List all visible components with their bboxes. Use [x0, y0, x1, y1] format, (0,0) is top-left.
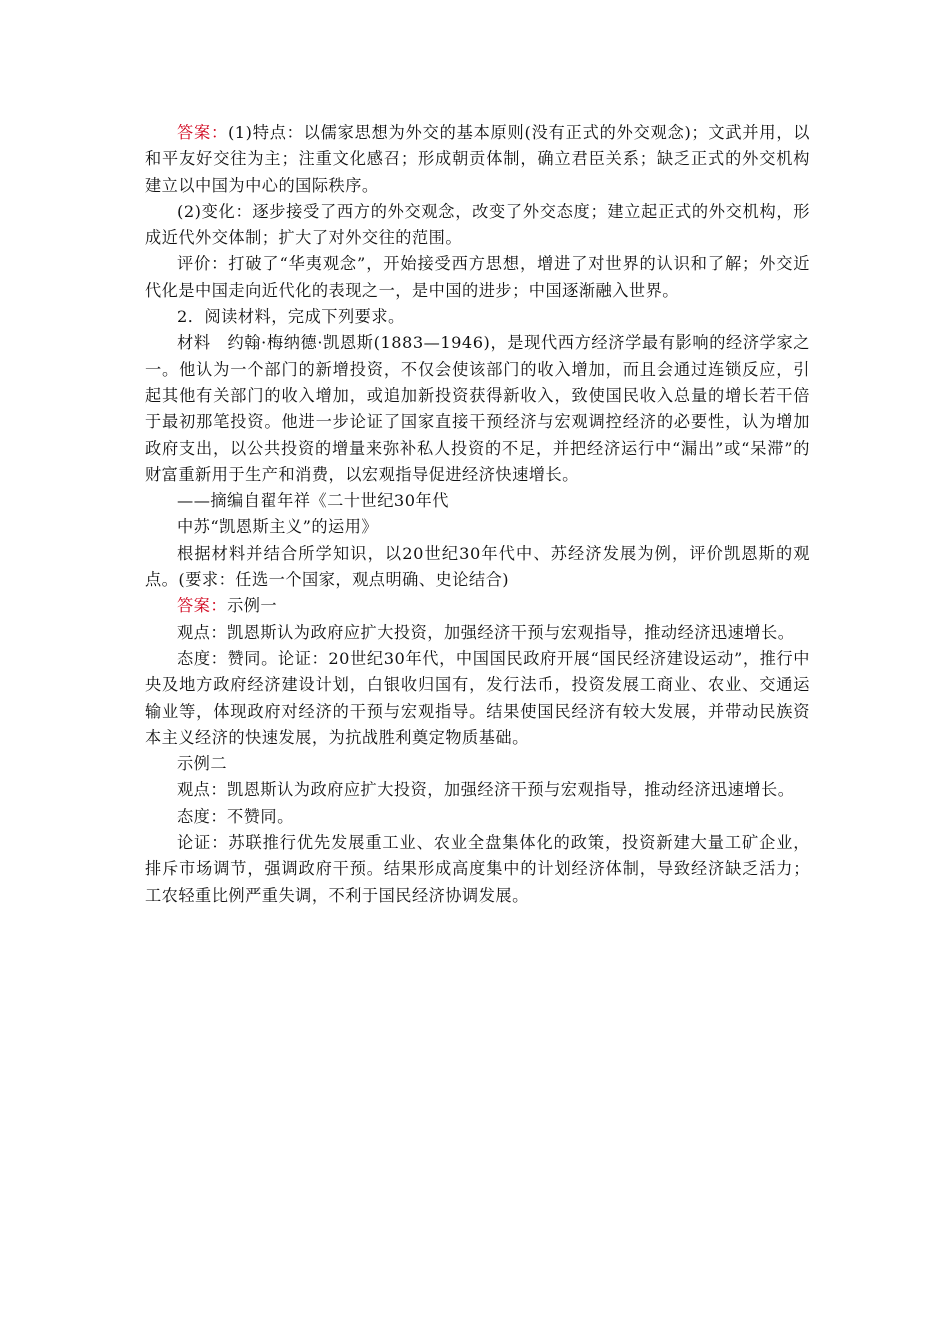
- example1-view: 观点：凯恩斯认为政府应扩大投资，加强经济干预与宏观指导，推动经济迅速增长。: [177, 622, 795, 642]
- q2-prompt: 2．阅读材料，完成下列要求。: [177, 307, 405, 327]
- answer-label: 答案：: [177, 596, 228, 616]
- example2-label: 示例二: [177, 754, 228, 774]
- q2-answer-example1-label: [145, 593, 810, 619]
- q2-source-line1: ——摘编自翟年祥《二十世纪30年代: [177, 491, 449, 511]
- answer-label: 答案：: [177, 123, 228, 142]
- example1-label: 示例一: [227, 596, 278, 616]
- q2-question: 根据材料并结合所学知识，以20世纪30年代中、苏经济发展为例，评价凯恩斯的观点。(要求：任选一个国家，观点明确、史论结合): [145, 543, 810, 590]
- q1-part1-text: (1)特点：以儒家思想为外交的基本原则(没有正式的外交观念)；文武并用，以和平友好交往为主；注重文化感召；形成朝贡体制，确立君臣关系；缺乏正式的外交机构建立以中国为中心的国际秩序。: [145, 123, 810, 195]
- q2-material: 材料 约翰·梅纳德·凯恩斯(1883—1946)，是现代西方经济学最有影响的经济学家之一。他认为一个部门的新增投资，不仅会使该部门的收入增加，而且会通过连锁反应，引起其他有关部门的收入增加，或追加新投资获得新收入，致使国民收入总量的增长若干倍于最初那笔投资。他进一步论证了国家直接干预经济与宏观调控经济的必要性，认为增加政府支出，以公共投资的增量来弥补私人投资的不足，并把经济运行中“漏出”或“呆滞”的财富重新用于生产和消费，以宏观指导促进经济快速增长。: [145, 333, 810, 484]
- example1-argument: 态度：赞同。论证：20世纪30年代，中国国民政府开展“国民经济建设运动”，推行中央及地方政府经济建设计划，白银收归国有，发行法币，投资发展工商业、农业、交通运输业等，体现政府对经济的干预与宏观指导。结果使国民经济有较大发展，并带动民族资本主义经济的快速发展，为抗战胜利奠定物质基础。: [145, 648, 810, 747]
- q1-answer-part1: [145, 120, 810, 199]
- example2-view: 观点：凯恩斯认为政府应扩大投资，加强经济干预与宏观指导，推动经济迅速增长。: [177, 780, 795, 800]
- q1-answer-part2: (2)变化：逐步接受了西方的外交观念，改变了外交态度；建立起正式的外交机构，形成近代外交体制；扩大了对外交往的范围。: [145, 201, 810, 248]
- document-body: [145, 120, 810, 909]
- q1-evaluation: 评价：打破了“华夷观念”，开始接受西方思想，增进了对世界的认识和了解；外交近代化是中国走向近代化的表现之一，是中国的进步；中国逐渐融入世界。: [145, 254, 810, 300]
- example2-attitude: 态度：不赞同。: [177, 806, 294, 826]
- example2-argument: 论证：苏联推行优先发展重工业、农业全盘集体化的政策，投资新建大量工矿企业，排斥市场调节，强调政府干预。结果形成高度集中的计划经济体制，导致经济缺乏活力；工农轻重比例严重失调，不利于国民经济协调发展。: [145, 833, 810, 905]
- q2-source-line2: 中苏“凯恩斯主义”的运用》: [177, 517, 379, 537]
